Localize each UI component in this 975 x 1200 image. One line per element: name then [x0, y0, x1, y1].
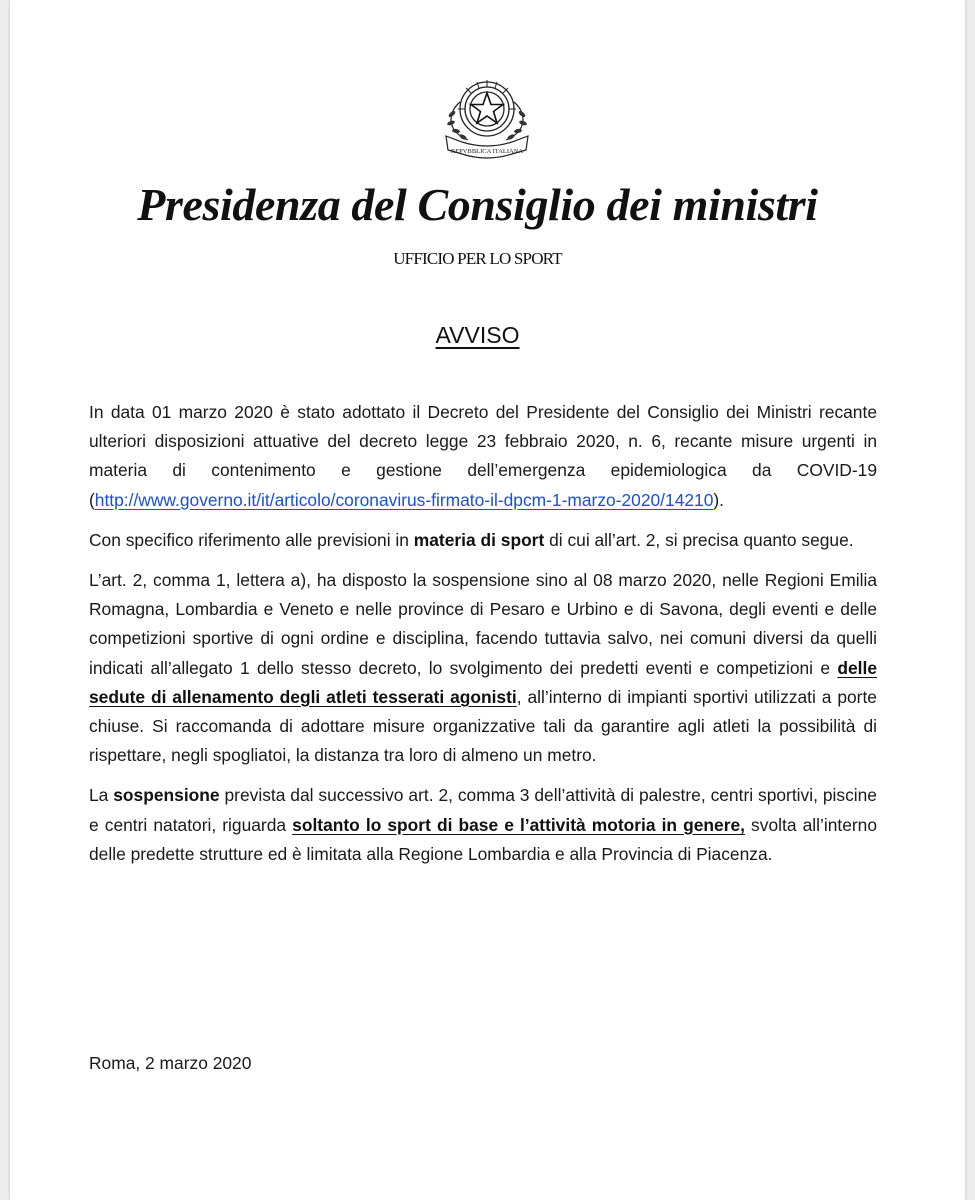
notice-title: AVVISO [435, 322, 520, 348]
italian-republic-emblem-icon [432, 74, 542, 160]
office-name: UFFICIO PER LO SPORT [393, 249, 562, 268]
notice-body [89, 398, 877, 880]
emphasized-phrase: soltanto lo sport di base e l’attività motoria in genere, [292, 814, 745, 835]
organization-title: Presidenza del Consiglio dei ministri [137, 179, 818, 230]
paragraph-2: Con specifico riferimento alle previsioni in materia di sport di cui all’art. 2, si precisa quanto segue. [89, 529, 854, 550]
bold-phrase: materia di sport [413, 529, 545, 550]
bold-phrase: sospensione [113, 785, 220, 806]
decree-link[interactable]: http://www.governo.it/it/articolo/coronavirus-firmato-il-dpcm-1-marzo-2020/14210 [94, 489, 714, 510]
paragraph-1: In data 01 marzo 2020 è stato adottato il Decreto del Presidente del Consiglio dei Ministri recante ulteriori disposizioni attuative del decreto legge 23 febbraio 2020, n. 6, recante misure urgenti in materia di contenimento e gestione dell’emergenza epidemiologica da COVID-19 (http://www.governo.it/it/articolo/coronavirus-firmato-il-dpcm-1-marzo-2020/14210). [89, 402, 877, 510]
emblem-inscription: REPVBBLICA ITALIANA [450, 148, 524, 155]
paragraph-4: La sospensione prevista dal successivo art. 2, comma 3 dell’attività di palestre, centri sportivi, piscine e centri natatori, riguarda soltanto lo sport di base e l’attività motoria in genere, svolta all’interno delle predette strutture ed è limitata alla Regione Lombardia e alla Provincia di Piacenza. [89, 785, 878, 864]
paragraph-3: L’art. 2, comma 1, lettera a), ha disposto la sospensione sino al 08 marzo 2020, nelle Regioni Emilia Romagna, Lombardia e Veneto e nelle province di Pesaro e Urbino e di Savona, degli eventi e delle competizioni sportive di ogni ordine e disciplina, facendo tuttavia salvo, nei comuni diversi da quelli indicati all’allegato 1 dello stesso decreto, lo svolgimento dei predetti eventi e competizioni e delle sedute di allenamento degli atleti tesserati agonisti, all’interno di impianti sportivi utilizzati a porte chiuse. Si raccomanda di adottare misure organizzative tali da garantire agli atleti la possibilità di rispettare, negli spogliatoi, la distanza tra loro di almeno un metro. [89, 570, 877, 766]
place-and-date: Roma, 2 marzo 2020 [89, 1053, 252, 1073]
emphasized-phrase: delle sedute di allenamento degli atleti tesserati agonisti [89, 657, 877, 707]
